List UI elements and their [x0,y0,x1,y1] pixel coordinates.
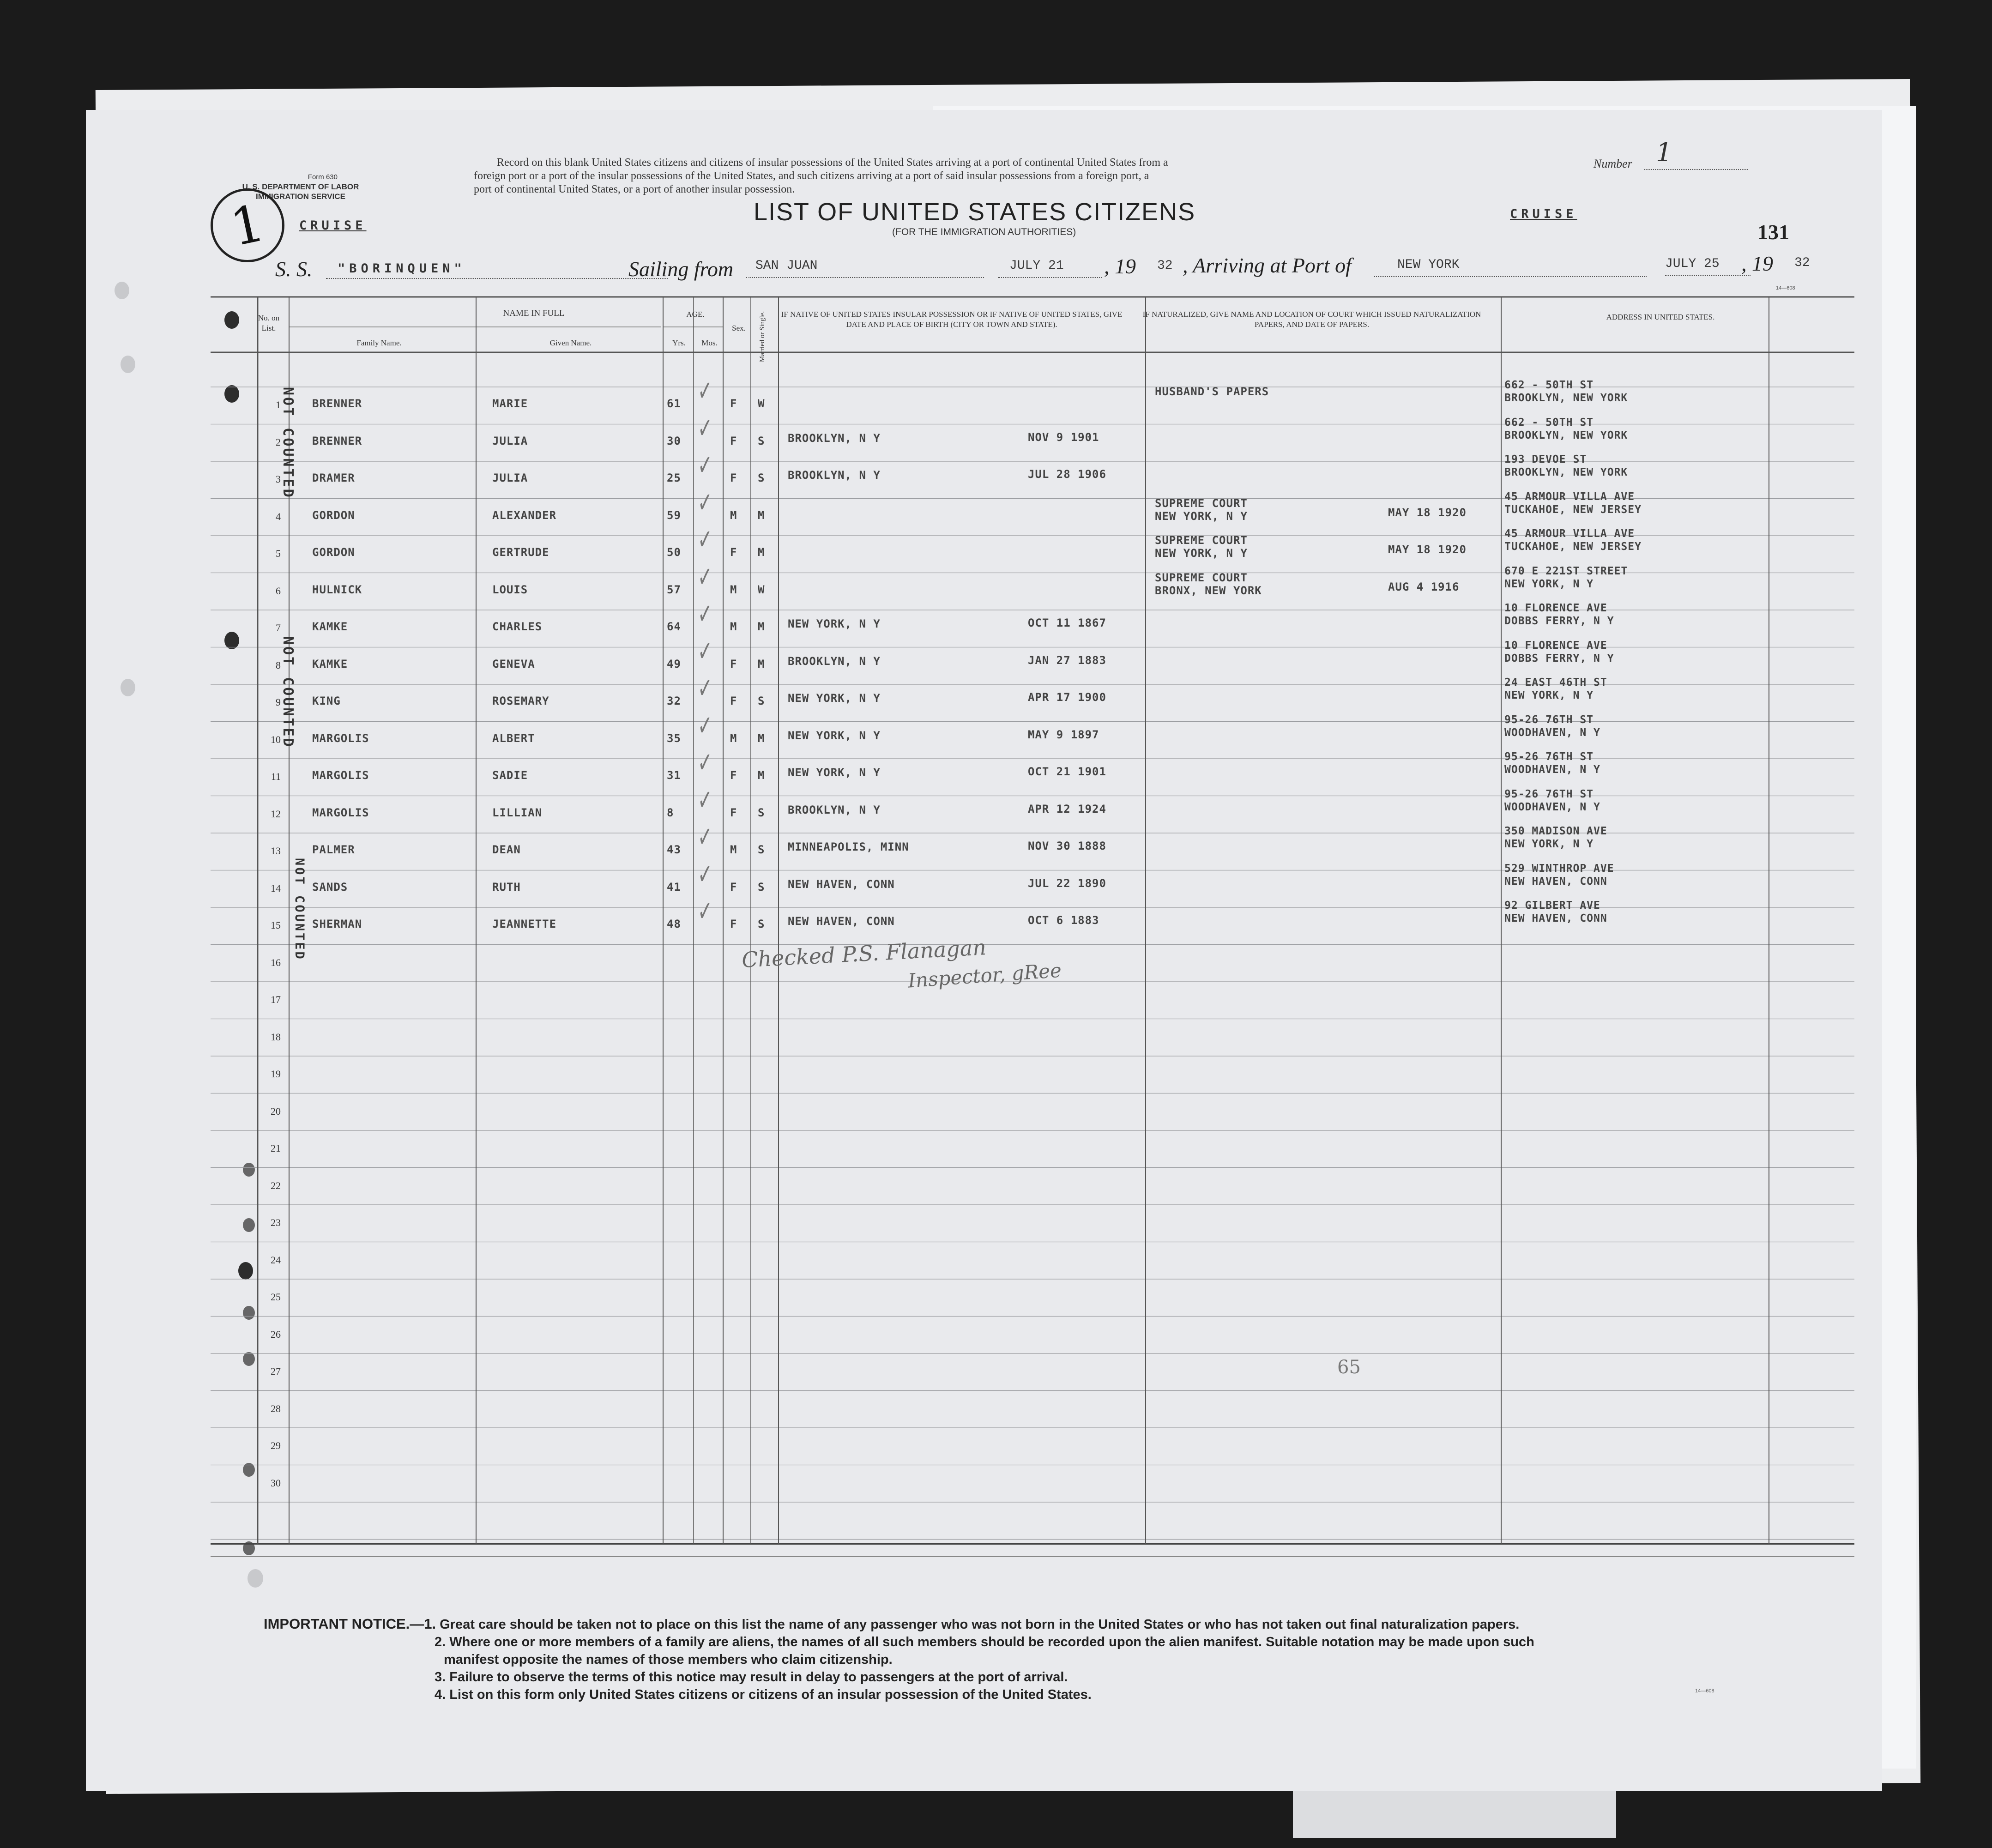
record-text-line: foreign port or a port of the insular possessions of the United States, and such citizens arriving at a port of said insular possessions from a foreign port, a [474,170,1149,182]
address-line-2-cell: DOBBS FERRY, N Y [1504,652,1614,664]
birth-date-cell: MAY 9 1897 [1028,728,1099,741]
age-years-cell: 25 [667,471,681,484]
address-line-1-cell: 95-26 76TH ST [1504,788,1594,800]
marital-status-cell: W [758,583,765,596]
birth-place-cell: MINNEAPOLIS, MINN [788,840,909,853]
marital-status-cell: S [758,471,765,484]
notice-item-2b: manifest opposite the names of those members who claim citizenship. [444,1652,893,1667]
birth-place-cell: NEW YORK, N Y [788,692,881,705]
address-line-1-cell: 45 ARMOUR VILLA AVE [1504,490,1635,503]
address-line-1-cell: 45 ARMOUR VILLA AVE [1504,528,1635,540]
address-line-2-cell: TUCKAHOE, NEW JERSEY [1504,541,1642,553]
sex-cell: F [730,769,737,782]
address-line-2-cell: WOODHAVEN, N Y [1504,726,1600,739]
sex-cell: M [730,620,737,633]
sex-cell: F [730,434,737,447]
row-number: 19 [271,1068,281,1080]
birth-date-cell: APR 17 1900 [1028,691,1106,704]
address-line-2-cell: NEW YORK, N Y [1504,689,1594,701]
sex-cell: M [730,508,737,522]
checkmark-icon: ✓ [698,560,712,593]
age-years-cell: 31 [667,769,681,782]
row-number: 2 [276,436,281,448]
address-line-2-cell: BROOKLYN, NEW YORK [1504,429,1628,441]
sex-cell: F [730,471,737,484]
family-name-cell: SHERMAN [312,918,362,930]
family-name-cell: SANDS [312,880,348,894]
checkmark-icon: ✓ [698,820,712,853]
notice-item-2a: 2. Where one or more members of a family are aliens, the names of all such members should be recorded upon the alien manifest. Suitable notation may be made upon such [435,1635,1534,1649]
sex-cell: F [730,657,737,670]
given-name-cell: SADIE [492,769,528,782]
row-number: 11 [271,771,281,782]
birth-date-cell: JUL 22 1890 [1028,876,1106,890]
sex-cell: M [730,583,737,596]
checkmark-icon: ✓ [698,746,712,779]
naturalization-location-cell: BRONX, NEW YORK [1155,584,1262,597]
page-number: 131 [1757,220,1789,244]
checkmark-icon: ✓ [698,411,712,444]
age-years-cell: 30 [667,434,681,447]
birth-place-cell: NEW YORK, N Y [788,729,881,742]
sex-cell: F [730,695,737,707]
naturalization-location-cell: NEW YORK, N Y [1155,509,1248,523]
age-years-cell: 8 [667,806,674,819]
birth-place-cell: NEW HAVEN, CONN [788,877,895,891]
cruise-label-left: CRUISE [299,218,367,233]
birth-date-cell: JAN 27 1883 [1028,653,1106,667]
address-line-2-cell: WOODHAVEN, N Y [1504,764,1600,776]
handwritten-number: 65 [1337,1357,1361,1378]
manifest-sheet [86,110,1882,1791]
page-title: LIST OF UNITED STATES CITIZENS [754,198,1196,226]
row-number: 26 [271,1328,281,1340]
row-number: 1 [276,399,281,411]
given-name-cell: MARIE [492,397,528,410]
row-number: 24 [271,1254,281,1266]
family-name-cell: KAMKE [312,657,348,670]
row-number: 23 [271,1217,281,1228]
sailing-from-label: Sailing from [628,257,734,281]
cruise-label-right: CRUISE [1510,207,1577,221]
address-line-1-cell: 24 EAST 46TH ST [1504,676,1607,688]
record-text-line: Record on this blank United States citizens and citizens of insular possessions of the United States arriving at a port of continental United States from a [497,157,1168,169]
naturalization-date-cell: MAY 18 1920 [1388,506,1467,519]
address-line-1-cell: 193 DEVOE ST [1504,453,1587,465]
given-name-cell: RUTH [492,880,521,894]
sex-cell: F [730,397,737,410]
important-notice [264,1615,1834,1703]
arriving-label: , Arriving at Port of [1183,254,1352,277]
address-line-2-cell: NEW YORK, N Y [1504,838,1594,850]
birth-date-cell: APR 12 1924 [1028,802,1106,815]
row-number: 12 [271,808,281,820]
birth-date-cell: NOV 9 1901 [1028,430,1099,444]
address-line-2-cell: DOBBS FERRY, N Y [1504,615,1614,627]
record-text-line: port of continental United States, or a port of another insular possession. [474,183,795,195]
marital-status-cell: M [758,731,765,745]
sex-cell: F [730,880,737,894]
given-name-cell: LOUIS [492,583,528,596]
marital-status-cell: S [758,434,765,447]
row-number: 17 [271,994,281,1005]
arriving-port: NEW YORK [1397,258,1460,272]
not-counted-stamp: NOT COUNTED [292,858,307,961]
header-yrs: Yrs. [672,338,686,347]
address-line-1-cell: 662 - 50TH ST [1504,379,1594,391]
header-address: ADDRESS IN UNITED STATES. [1606,313,1715,321]
age-years-cell: 49 [667,657,681,670]
age-years-cell: 59 [667,508,681,522]
marital-status-cell: M [758,769,765,782]
checkmark-icon: ✓ [698,486,712,519]
row-number: 10 [271,733,281,745]
service: IMMIGRATION SERVICE [256,192,345,201]
row-number: 27 [271,1365,281,1377]
ss-label: S. S. [275,257,313,281]
checkmark-icon: ✓ [698,634,712,667]
marital-status-cell: M [758,620,765,633]
row-number: 25 [271,1291,281,1303]
form-number: Form 630 [308,173,338,181]
given-name-cell: CHARLES [492,620,543,633]
checkmark-icon: ✓ [698,448,712,482]
marital-status-cell: S [758,880,765,894]
header-age: AGE. [686,310,705,319]
sex-cell: F [730,546,737,559]
address-line-1-cell: 670 E 221ST STREET [1504,565,1628,577]
address-line-1-cell: 10 FLORENCE AVE [1504,639,1607,652]
marital-status-cell: S [758,695,765,707]
header-no: No. on List. [258,314,280,332]
family-name-cell: KAMKE [312,620,348,633]
family-name-cell: BRENNER [312,397,362,410]
address-line-2-cell: TUCKAHOE, NEW JERSEY [1504,503,1642,516]
sex-cell: F [730,918,737,930]
arriving-year: 32 [1794,256,1810,270]
sailing-year: 32 [1157,259,1173,273]
age-years-cell: 48 [667,918,681,930]
address-line-1-cell: 95-26 76TH ST [1504,713,1594,726]
birth-date-cell: NOV 30 1888 [1028,839,1106,852]
header-naturalized: IF NATURALIZED, GIVE NAME AND LOCATION OF COURT WHICH ISSUED NATURALIZATION PAPERS, AND DATE OF PAPERS. [1142,310,1481,329]
address-line-1-cell: 350 MADISON AVE [1504,825,1607,837]
checkmark-icon: ✓ [698,671,712,705]
address-line-1-cell: 662 - 50TH ST [1504,416,1594,429]
header-name-in-full: NAME IN FULL [503,308,565,318]
naturalization-location-cell: NEW YORK, N Y [1155,547,1248,560]
header-family-name: Family Name. [356,338,402,347]
handwritten-inspector: Inspector, gRee [907,959,1062,992]
birth-place-cell: BROOKLYN, N Y [788,803,881,816]
birth-date-cell: JUL 28 1906 [1028,468,1106,481]
row-number: 21 [271,1142,281,1154]
address-line-2-cell: BROOKLYN, NEW YORK [1504,466,1628,478]
checkmark-icon: ✓ [698,858,712,890]
age-years-cell: 64 [667,620,681,633]
birth-date-cell: OCT 11 1867 [1028,616,1106,629]
birth-place-cell: BROOKLYN, N Y [788,654,881,668]
notice-item-4: 4. List on this form only United States citizens or citizens of an insular possession of the United States. [435,1687,1092,1702]
age-years-cell: 57 [667,583,681,596]
marital-status-cell: W [758,397,765,410]
naturalization-date-cell: AUG 4 1916 [1388,580,1460,593]
checkmark-icon: ✓ [698,709,712,742]
checkmark-icon: ✓ [698,523,712,556]
number-label: Number [1594,157,1632,170]
family-name-cell: BRENNER [312,434,362,447]
birth-place-cell: BROOKLYN, N Y [788,431,881,445]
notice-heading: IMPORTANT NOTICE.—1. [264,1616,436,1632]
age-years-cell: 61 [667,397,681,410]
handwritten-checked: Checked P.S. Flanagan [741,935,987,972]
age-years-cell: 32 [667,695,681,707]
marital-status-cell: M [758,546,765,559]
row-number: 18 [271,1031,281,1043]
sailing-year-prefix: , 19 [1104,254,1136,278]
given-name-cell: DEAN [492,843,521,856]
header-given-name: Given Name. [549,338,592,347]
family-name-cell: MARGOLIS [312,731,369,745]
address-line-2-cell: NEW HAVEN, CONN [1504,912,1607,924]
circled-number: 1 [204,181,291,269]
naturalization-court-cell: SUPREME COURT [1155,571,1248,584]
family-name-cell: DRAMER [312,471,355,484]
sex-cell: M [730,731,737,745]
printer-mark: 14—608 [1776,285,1795,291]
row-number: 28 [271,1402,281,1414]
header-native: IF NATIVE OF UNITED STATES INSULAR POSSESSION OR IF NATIVE OF UNITED STATES, GIVE DATE AND PLACE OF BIRTH (CITY OR TOWN AND STATE). [781,310,1123,329]
family-name-cell: MARGOLIS [312,806,369,819]
address-line-2-cell: NEW YORK, N Y [1504,578,1594,590]
given-name-cell: JULIA [492,471,528,484]
not-counted-stamp: NOT COUNTED [280,636,296,749]
marital-status-cell: M [758,657,765,670]
notice-item-3: 3. Failure to observe the terms of this notice may result in delay to passengers at the port of arrival. [435,1670,1068,1685]
marital-status-cell: S [758,806,765,819]
not-counted-stamp: NOT COUNTED [280,387,296,499]
page-subtitle: (FOR THE IMMIGRATION AUTHORITIES) [892,227,1076,237]
row-number: 4 [276,510,281,522]
address-line-1-cell: 529 WINTHROP AVE [1504,862,1614,875]
family-name-cell: PALMER [312,843,355,856]
family-name-cell: GORDON [312,546,355,559]
row-number: 8 [276,659,281,671]
checkmark-icon: ✓ [698,894,712,928]
sailing-date: JULY 21 [1009,259,1064,273]
row-number: 29 [271,1440,281,1451]
birth-date-cell: OCT 6 1883 [1028,914,1099,927]
notice-item-1: Great care should be taken not to place on this list the name of any passenger who was not born in the United States or who has not taken out final naturalization papers. [440,1617,1520,1632]
family-name-cell: KING [312,695,341,707]
header-married-single: Married or Single. [759,311,766,362]
department: U. S. DEPARTMENT OF LABOR [242,182,359,191]
address-line-2-cell: WOODHAVEN, N Y [1504,801,1600,813]
header-mos: Mos. [701,338,718,347]
row-number: 30 [271,1477,281,1489]
row-number: 6 [276,585,281,597]
naturalization-court-cell: HUSBAND'S PAPERS [1155,385,1269,398]
given-name-cell: ALBERT [492,731,535,745]
address-line-1-cell: 10 FLORENCE AVE [1504,602,1607,614]
family-name-cell: MARGOLIS [312,769,369,782]
marital-status-cell: S [758,843,765,856]
checkmark-icon: ✓ [698,783,712,816]
row-number: 5 [276,548,281,559]
checkmark-icon: ✓ [698,374,712,407]
row-number: 9 [276,696,281,708]
form-code: 14—608 [1695,1688,1714,1694]
row-number: 7 [276,622,281,634]
sex-cell: M [730,843,737,856]
birth-place-cell: NEW YORK, N Y [788,766,881,779]
naturalization-court-cell: SUPREME COURT [1155,534,1248,547]
given-name-cell: GERTRUDE [492,546,549,559]
row-number: 14 [271,882,281,894]
arriving-year-prefix: , 19 [1741,252,1773,275]
marital-status-cell: S [758,918,765,930]
birth-date-cell: OCT 21 1901 [1028,765,1106,778]
family-name-cell: HULNICK [312,583,362,596]
naturalization-date-cell: MAY 18 1920 [1388,543,1467,556]
arriving-date: JULY 25 [1665,257,1720,271]
row-number: 22 [271,1179,281,1191]
sex-cell: F [730,806,737,819]
birth-place-cell: NEW YORK, N Y [788,617,881,630]
birth-place-cell: NEW HAVEN, CONN [788,915,895,928]
age-years-cell: 41 [667,880,681,894]
given-name-cell: JEANNETTE [492,918,557,930]
row-number: 3 [276,473,281,485]
row-number: 13 [271,845,281,857]
row-number: 15 [271,919,281,931]
ship-name: "BORINQUEN" [338,261,466,276]
address-line-2-cell: BROOKLYN, NEW YORK [1504,392,1628,404]
checkmark-icon: ✓ [698,597,712,630]
sailing-from-port: SAN JUAN [755,259,818,273]
number-value: 1 [1656,138,1672,168]
address-line-1-cell: 92 GILBERT AVE [1504,900,1600,912]
row-number: 16 [271,956,281,968]
age-years-cell: 35 [667,731,681,745]
marital-status-cell: M [758,508,765,522]
given-name-cell: JULIA [492,434,528,447]
header-sex: Sex. [732,324,746,332]
given-name-cell: ALEXANDER [492,508,557,522]
family-name-cell: GORDON [312,508,355,522]
age-years-cell: 50 [667,546,681,559]
address-line-1-cell: 95-26 76TH ST [1504,751,1594,763]
naturalization-court-cell: SUPREME COURT [1155,496,1248,510]
given-name-cell: GENEVA [492,657,535,670]
row-number: 20 [271,1105,281,1117]
birth-place-cell: BROOKLYN, N Y [788,469,881,482]
age-years-cell: 43 [667,843,681,856]
given-name-cell: ROSEMARY [492,695,549,707]
given-name-cell: LILLIAN [492,806,543,819]
address-line-2-cell: NEW HAVEN, CONN [1504,875,1607,888]
